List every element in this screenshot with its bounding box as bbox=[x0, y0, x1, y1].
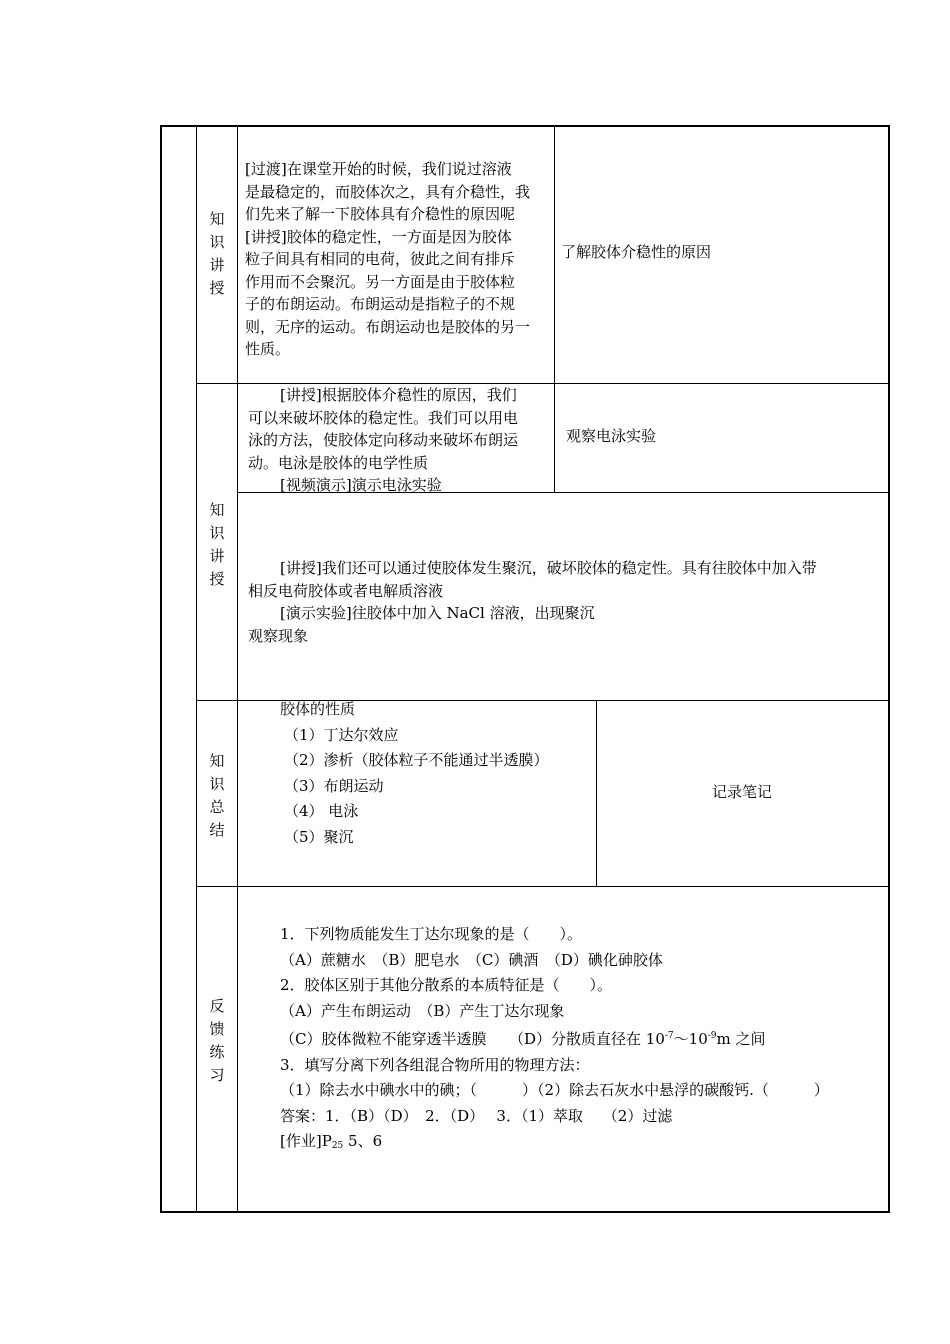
col-divider-row1 bbox=[554, 125, 555, 492]
row2-wide-text: [讲授]我们还可以通过使胶体发生聚沉，破坏胶体的稳定性。具有往胶体中加入带 相反电荷胶体或者电解质溶液 [演示实验]往胶体中加入 NaCl 溶液，出现聚沉 观察现象 bbox=[248, 559, 817, 645]
row4-label: 反 馈 练 习 bbox=[209, 997, 225, 1084]
question-1: 1．下列物质能发生丁达尔现象的是（ ）。 bbox=[280, 925, 583, 943]
question-3: 3．填写分离下列各组混合物所用的物理方法： bbox=[280, 1055, 590, 1074]
row1-teacher-text: [过渡]在课堂开始的时候，我们说过溶液 是最稳定的，而胶体次之，具有介稳性，我 们先来了解一下胶体具有介稳性的原因呢 [讲授]胶体的稳定性，一方面是因为胶体 粒子间具有相同的电荷，彼此之间有排斥 作用而不会聚沉。另一方面是由于胶体粒 子的布朗运动。布朗运动是指粒子的不规 则，无序的运动。布朗运动也是胶体的另一 性质。 bbox=[245, 160, 531, 358]
row4-exercise-list bbox=[280, 922, 888, 1160]
row2-label: 知 识 讲 授 bbox=[209, 501, 225, 588]
col-divider-label bbox=[237, 125, 238, 1213]
row2-teacher-text: [讲授]根据胶体介稳性的原因，我们 可以来破坏胶体的稳定性。我们可以用电 泳的方法，使胶体定向移动来破坏布朗运 动。电泳是胶体的电学性质 [视频演示]演示电泳实验 bbox=[248, 386, 519, 494]
row1-label: 知 识 讲 授 bbox=[209, 210, 225, 297]
row2-student-activity: 观察电泳实验 bbox=[566, 427, 657, 445]
row3-summary-list: 胶体的性质 （1）丁达尔效应 （2）渗析（胶体粒子不能通过半透膜） （3）布朗运动 （4） 电泳 （5）聚沉 bbox=[280, 700, 549, 846]
answers: 答案：1．（B）（D） 2．（D） 3．（1）萃取 （2）过滤 bbox=[280, 1106, 673, 1125]
col-divider-outer bbox=[196, 125, 197, 1213]
col-divider-row3 bbox=[596, 701, 597, 887]
row-divider-3 bbox=[196, 886, 890, 887]
question-1-options: （A）蔗糖水 （B）肥皂水 （C）碘酒 （D）碘化砷胶体 bbox=[280, 950, 663, 969]
question-2-options-a: （A）产生布朗运动 （B）产生丁达尔现象 bbox=[280, 1001, 565, 1020]
question-2-options-b: （C）胶体微粒不能穿透半透膜 （D）分散质直径在 $10^{-7}\sim 10^{-9}m$ 之间 bbox=[280, 1030, 766, 1048]
row3-label: 知 识 总 结 bbox=[209, 752, 225, 839]
question-2: 2．胶体区别于其他分散系的本质特征是（ ）。 bbox=[280, 976, 613, 994]
row3-student-activity: 记录笔记 bbox=[712, 783, 773, 801]
question-3-parts: （1）除去水中碘水中的碘；（ ）（2）除去石灰水中悬浮的碳酸钙.（ ） bbox=[280, 1081, 829, 1099]
homework: [作业]$P_{25}$ 5、6 bbox=[280, 1132, 383, 1151]
row1-student-activity: 了解胶体介稳性的原因 bbox=[561, 243, 712, 261]
